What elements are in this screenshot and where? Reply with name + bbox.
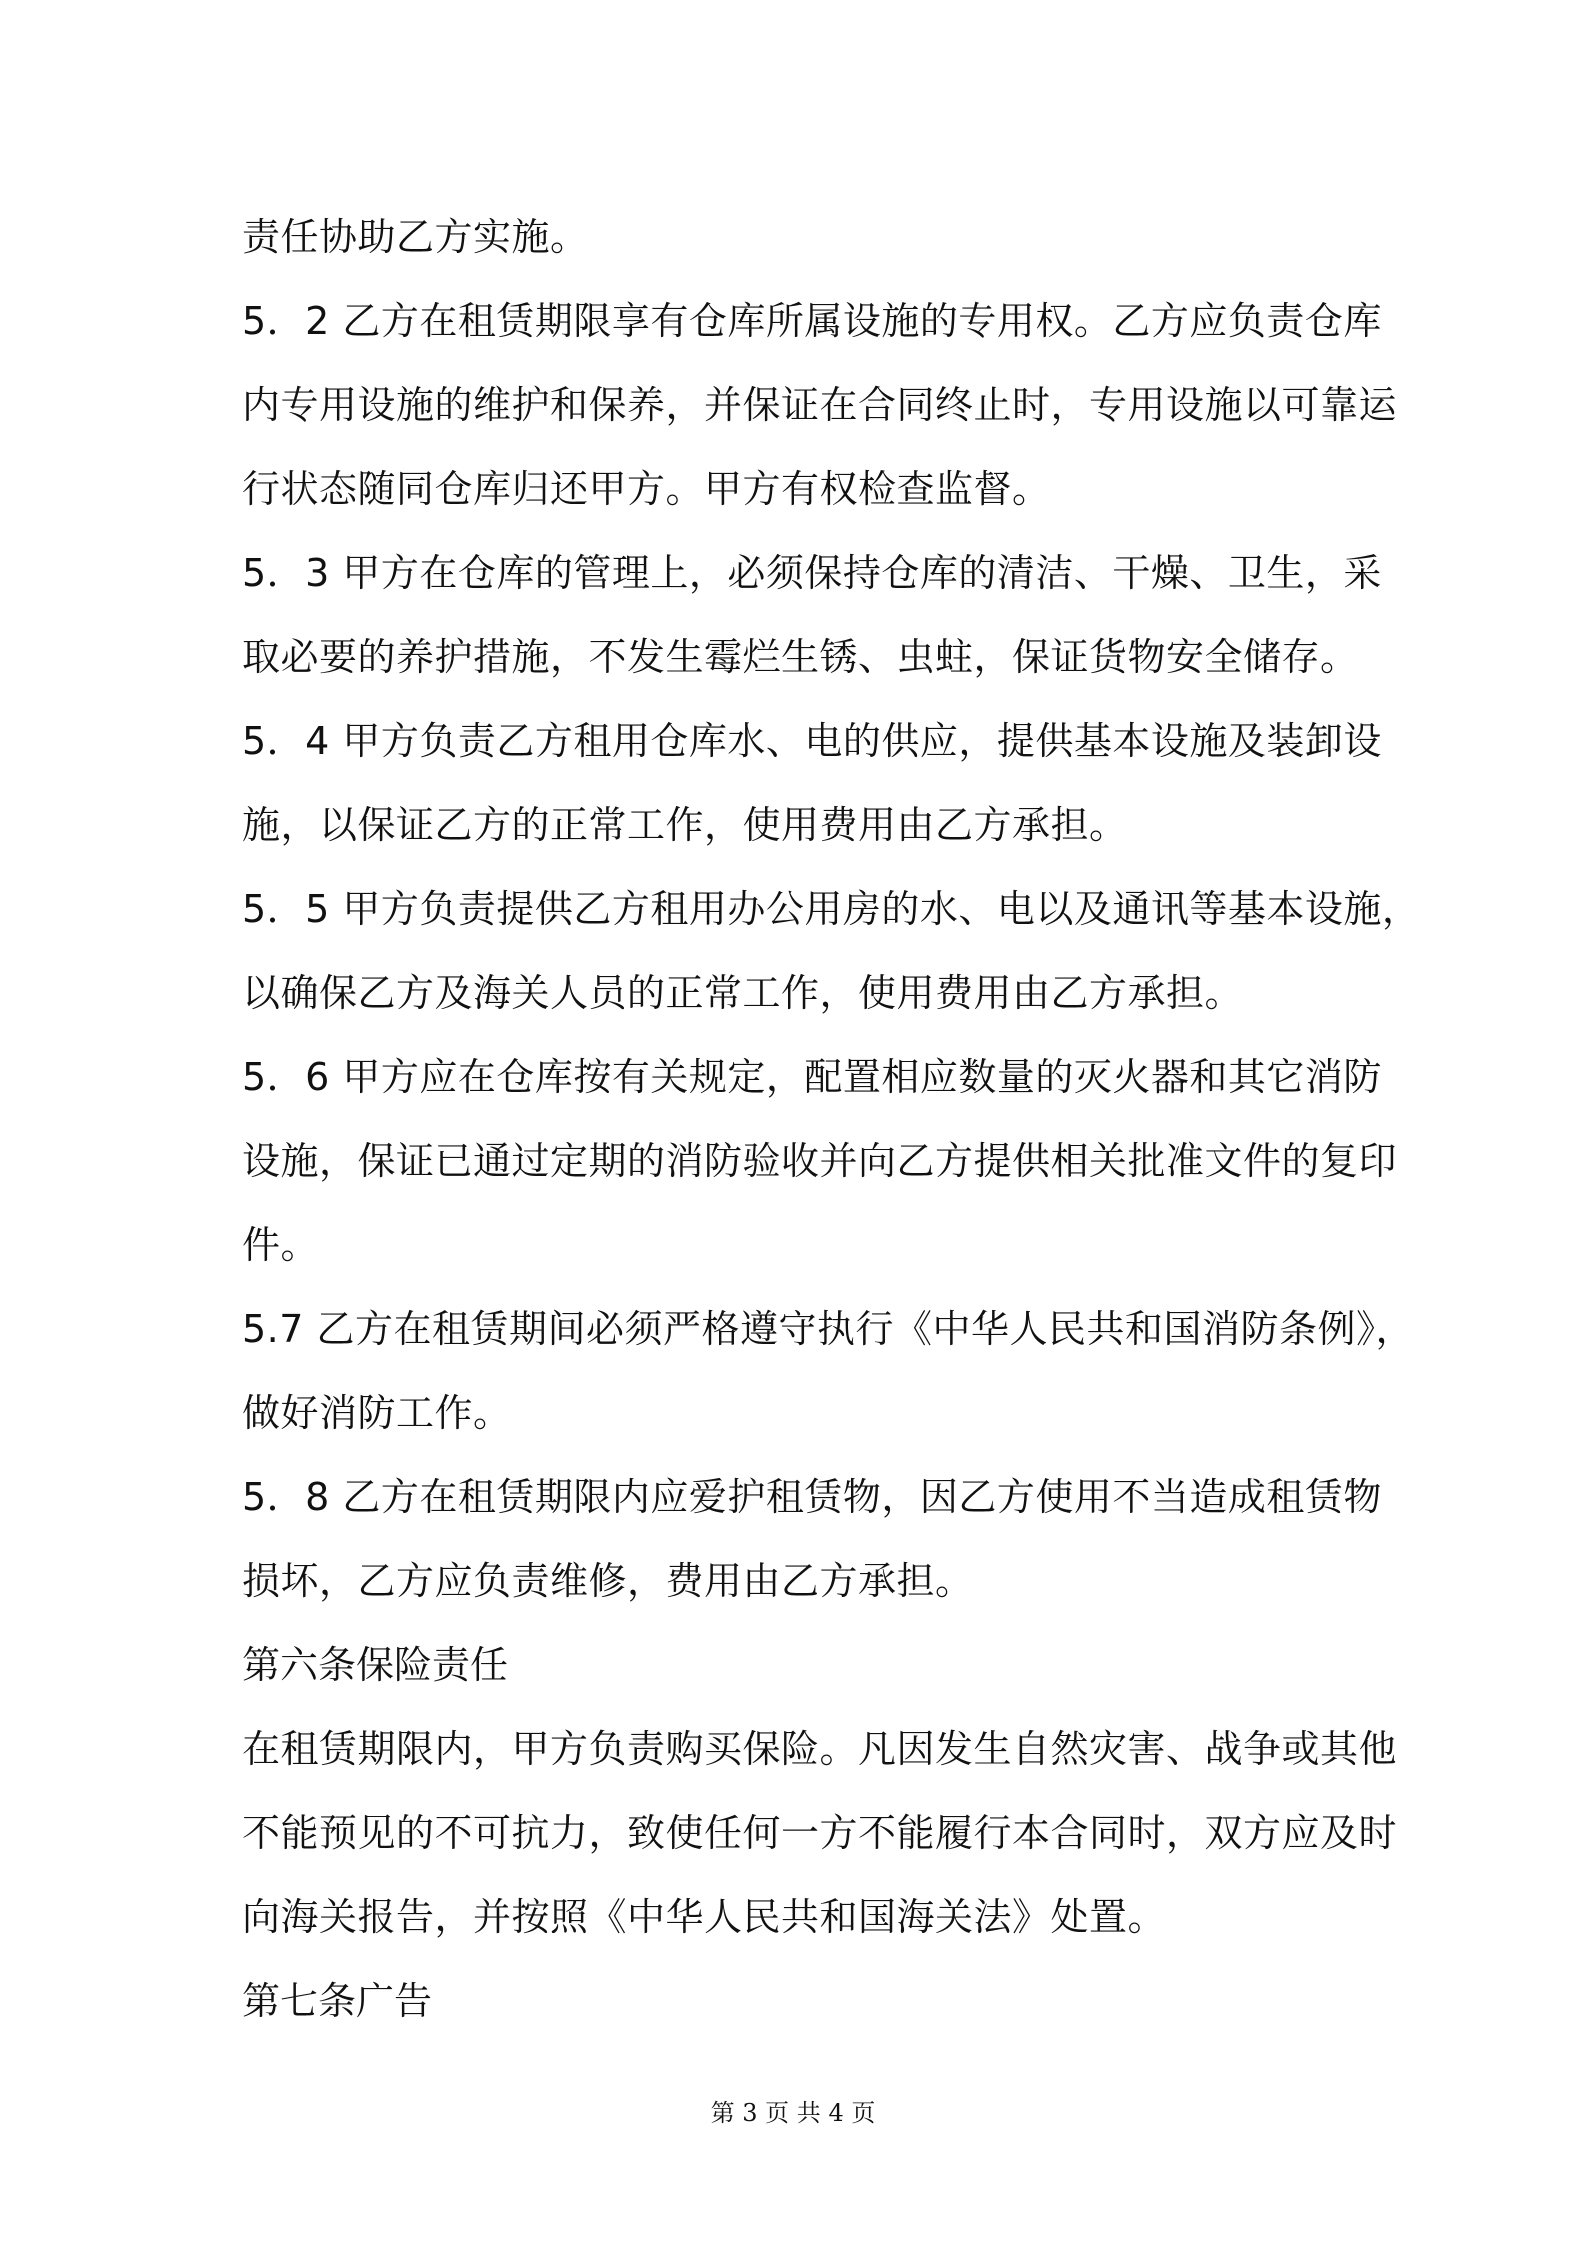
article-6-line-3: 向海关报告，并按照《中华人民共和国海关法》处置。 [242,1895,1167,1939]
article-7-heading: 第七条广告 [242,1979,433,2023]
clause-5-2-line-1: 5．2 乙方在租赁期限享有仓库所属设施的专用权。乙方应负责仓库 [242,299,1382,343]
clause-5-3-line-2: 取必要的养护措施，不发生霉烂生锈、虫蛀，保证货物安全储存。 [242,635,1359,679]
clause-5-2-line-3: 行状态随同仓库归还甲方。甲方有权检查监督。 [242,467,1051,511]
clause-5-6-line-3: 件。 [242,1223,320,1267]
clause-5-3-line-1: 5．3 甲方在仓库的管理上，必须保持仓库的清洁、干燥、卫生，采 [242,551,1382,595]
clause-5-5-line-1: 5．5 甲方负责提供乙方租用办公用房的水、电以及通讯等基本设施， [242,887,1421,931]
clause-5-8-line-1: 5．8 乙方在租赁期限内应爱护租赁物，因乙方使用不当造成租赁物 [242,1475,1382,1519]
article-6-line-1: 在租赁期限内，甲方负责购买保险。凡因发生自然灾害、战争或其他 [242,1727,1398,1771]
clause-5-5-line-2: 以确保乙方及海关人员的正常工作，使用费用由乙方承担。 [242,971,1244,1015]
document-body [242,195,1421,2043]
clause-5-4-line-2: 施，以保证乙方的正常工作，使用费用由乙方承担。 [242,803,1128,847]
article-6-line-2: 不能预见的不可抗力，致使任何一方不能履行本合同时，双方应及时 [242,1811,1398,1855]
clause-5-6-line-1: 5．6 甲方应在仓库按有关规定，配置相应数量的灭火器和其它消防 [242,1055,1382,1099]
article-6-heading: 第六条保险责任 [242,1643,509,1687]
clause-5-8-line-2: 损坏，乙方应负责维修，费用由乙方承担。 [242,1559,974,1603]
clause-5-6-line-2: 设施，保证已通过定期的消防验收并向乙方提供相关批准文件的复印 [242,1139,1398,1183]
clause-5-7-line-2: 做好消防工作。 [242,1391,512,1435]
clause-5-2-line-2: 内专用设施的维护和保养，并保证在合同终止时，专用设施以可靠运 [242,383,1398,427]
clause-5-4-line-1: 5．4 甲方负责乙方租用仓库水、电的供应，提供基本设施及装卸设 [242,719,1382,763]
clause-5-7-line-1: 5.7 乙方在租赁期间必须严格遵守执行《中华人民共和国消防条例》， [242,1307,1415,1351]
page-number-footer: 第 3 页 共 4 页 [710,2099,876,2127]
text-line-1: 责任协助乙方实施。 [242,215,589,259]
